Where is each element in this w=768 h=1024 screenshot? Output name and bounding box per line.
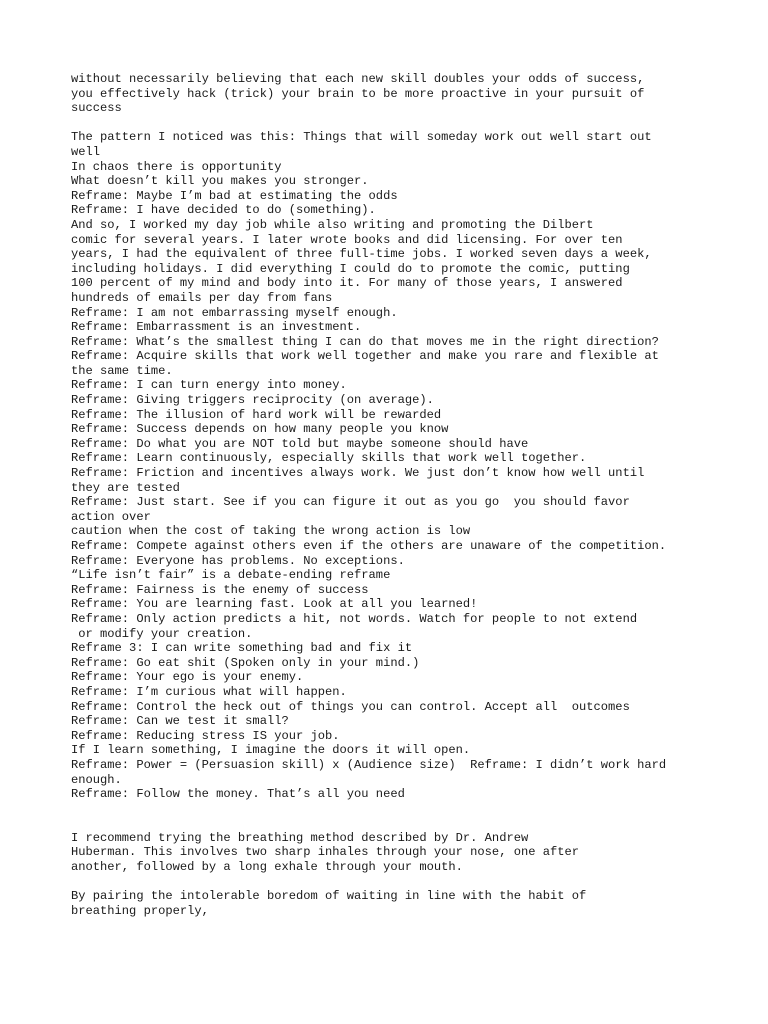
text-line: enough.: [71, 772, 122, 787]
text-line: Reframe: Learn continuously, especially skills that work well together.: [71, 451, 587, 466]
breathing-paragraph: [71, 831, 731, 875]
text-line: Reframe: Can we test it small?: [71, 714, 289, 729]
text-line: caution when the cost of taking the wrong action is low: [71, 524, 471, 539]
text-line: hundreds of emails per day from fans: [71, 290, 333, 305]
text-line: they are tested: [71, 480, 180, 495]
text-line: The pattern I noticed was this: Things that will someday work out well start out: [71, 130, 652, 145]
text-line: action over: [71, 509, 151, 524]
text-line: If I learn something, I imagine the doors it will open.: [71, 743, 471, 758]
text-line: Reframe: Go eat shit (Spoken only in your mind.): [71, 655, 420, 670]
text-line: Reframe: I can turn energy into money.: [71, 378, 347, 393]
text-line: What doesn’t kill you makes you stronger.: [71, 174, 369, 189]
text-line: Reframe: Power = (Persuasion skill) x (Audience size) Reframe: I didn’t work hard: [71, 757, 667, 772]
text-line: Reframe: Do what you are NOT told but maybe someone should have: [71, 436, 529, 451]
paragraph-spacer: [71, 116, 731, 131]
text-line: Reframe: Maybe I’m bad at estimating the odds: [71, 188, 398, 203]
text-line: Huberman. This involves two sharp inhales through your nose, one after: [71, 845, 580, 860]
text-line: Reframe: The illusion of hard work will be rewarded: [71, 407, 442, 422]
text-line: “Life isn’t fair” is a debate-ending reframe: [71, 568, 391, 583]
text-line: or modify your creation.: [71, 626, 253, 641]
text-line: including holidays. I did everything I could do to promote the comic, putting: [71, 261, 630, 276]
text-line: Reframe: I’m curious what will happen.: [71, 684, 347, 699]
text-line: breathing properly,: [71, 903, 209, 918]
text-line: Reframe: What’s the smallest thing I can do that moves me in the right direction?: [71, 334, 659, 349]
text-line: Reframe: Acquire skills that work well together and make you rare and flexible at: [71, 349, 659, 364]
text-line: Reframe 3: I can write something bad and fix it: [71, 641, 413, 656]
text-line: you effectively hack (trick) your brain to be more proactive in your pursuit of: [71, 86, 645, 101]
document-page: [71, 72, 731, 918]
text-line: 100 percent of my mind and body into it. For many of those years, I answered: [71, 276, 623, 291]
text-line: Reframe: You are learning fast. Look at all you learned!: [71, 597, 478, 612]
text-line: In chaos there is opportunity: [71, 159, 282, 174]
text-line: without necessarily believing that each new skill doubles your odds of success,: [71, 72, 645, 86]
text-line: Reframe: I am not embarrassing myself enough.: [71, 305, 398, 320]
text-line: Reframe: Fairness is the enemy of success: [71, 582, 369, 597]
reframe-notes: [71, 130, 731, 801]
text-line: another, followed by a long exhale through your mouth.: [71, 860, 463, 875]
text-line: Reframe: Just start. See if you can figure it out as you go you should favor: [71, 495, 630, 510]
text-line: Reframe: Giving triggers reciprocity (on average).: [71, 393, 434, 408]
text-line: success: [71, 101, 122, 116]
paragraph-spacer: [71, 802, 731, 831]
text-line: And so, I worked my day job while also writing and promoting the Dilbert: [71, 217, 594, 232]
text-line: I recommend trying the breathing method described by Dr. Andrew: [71, 830, 529, 845]
text-line: years, I had the equivalent of three full-time jobs. I worked seven days a week,: [71, 247, 652, 262]
text-line: Reframe: Control the heck out of things you can control. Accept all outcomes: [71, 699, 630, 714]
paragraph-spacer: [71, 875, 731, 890]
text-line: By pairing the intolerable boredom of waiting in line with the habit of: [71, 889, 587, 904]
text-line: Reframe: Compete against others even if the others are unaware of the competition.: [71, 539, 667, 553]
text-line: Reframe: Follow the money. That’s all you need: [71, 787, 405, 802]
text-line: Reframe: I have decided to do (something).: [71, 203, 376, 218]
text-line: Reframe: Your ego is your enemy.: [71, 670, 304, 685]
text-line: Reframe: Everyone has problems. No exceptions.: [71, 553, 405, 568]
closing-paragraph: [71, 889, 731, 918]
text-line: Reframe: Success depends on how many people you know: [71, 422, 449, 437]
text-line: the same time.: [71, 363, 173, 378]
text-line: comic for several years. I later wrote books and did licensing. For over ten: [71, 232, 623, 247]
text-line: Reframe: Friction and incentives always work. We just don’t know how well until: [71, 466, 645, 481]
text-line: Reframe: Embarrassment is an investment.: [71, 320, 362, 335]
text-line: Reframe: Reducing stress IS your job.: [71, 728, 340, 743]
text-line: Reframe: Only action predicts a hit, not words. Watch for people to not extend: [71, 611, 638, 626]
intro-paragraph: [71, 72, 731, 116]
text-line: well: [71, 144, 101, 159]
